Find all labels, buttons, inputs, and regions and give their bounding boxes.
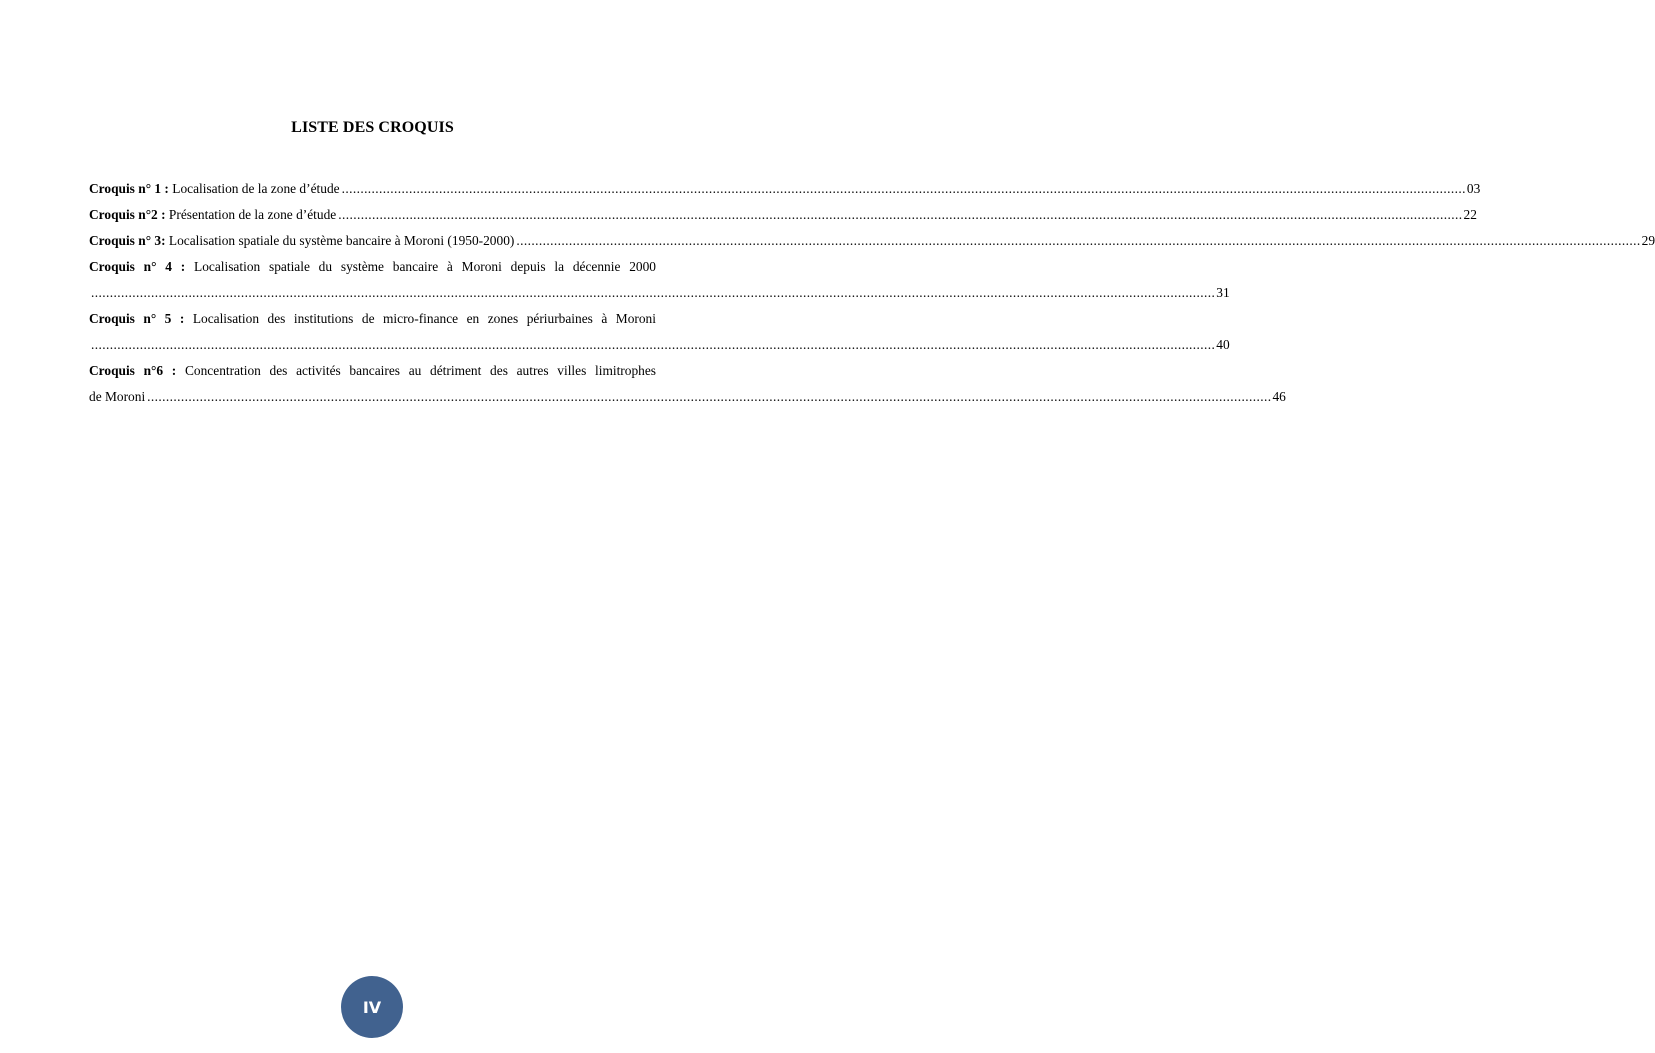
entry-text: Concentration des activités bancaires au détriment des autres villes limitrophes (184, 363, 656, 378)
entry-text: Localisation spatiale du système bancaire à Moroni (1950-2000) (168, 233, 515, 248)
table-of-contents (89, 176, 1655, 410)
entry-page: 46 (1272, 389, 1286, 404)
entry-label: Croquis n°6 : (89, 363, 177, 378)
dot-leader: ............................................................................................................................................................................................................................................................................................................ (516, 233, 1641, 248)
entry-text: Localisation spatiale du système bancaire à Moroni depuis la décennie 2000 (194, 259, 656, 274)
dot-leader: ............................................................................................................................................................................................................................................................................................................ (91, 285, 1216, 300)
toc-entry-4[interactable] (89, 254, 656, 280)
toc-entry-6[interactable] (89, 358, 656, 384)
toc-entry-6-continuation[interactable] (89, 384, 1286, 410)
entry-label: Croquis n° 3: (89, 233, 166, 248)
dot-leader: ............................................................................................................................................................................................................................................................................................................ (341, 181, 1466, 196)
entry-label: Croquis n° 4 : (89, 259, 186, 274)
entry-text: Localisation de la zone d’étude (172, 181, 340, 196)
entry-page: 40 (1216, 337, 1230, 352)
page-title: LISTE DES CROQUIS (291, 119, 454, 136)
page-number: IV (362, 997, 382, 1017)
entry-page: 31 (1216, 285, 1230, 300)
entry-text: Présentation de la zone d’étude (168, 207, 337, 222)
toc-entry-5-continuation[interactable] (89, 332, 1230, 358)
dot-leader: ............................................................................................................................................................................................................................................................................................................ (147, 389, 1272, 404)
page-number-badge (341, 976, 403, 1038)
toc-entry-2[interactable] (89, 202, 1477, 228)
toc-entry-3[interactable] (89, 228, 1655, 254)
toc-entry-5[interactable] (89, 306, 656, 332)
entry-label: Croquis n° 1 : (89, 181, 169, 196)
entry-text: Localisation des institutions de micro-finance en zones périurbaines à Moroni (192, 311, 656, 326)
entry-label: Croquis n° 5 : (89, 311, 185, 326)
dot-leader: ............................................................................................................................................................................................................................................................................................................ (91, 337, 1216, 352)
toc-entry-1[interactable] (89, 176, 1481, 202)
toc-entry-4-continuation[interactable] (89, 280, 1230, 306)
entry-page: 03 (1466, 181, 1481, 196)
entry-label: Croquis n°2 : (89, 207, 166, 222)
dot-leader: ............................................................................................................................................................................................................................................................................................................ (338, 207, 1463, 222)
entry-page: 22 (1463, 207, 1477, 222)
entry-page: 29 (1641, 233, 1655, 248)
entry-text-continuation: de Moroni (89, 389, 146, 404)
